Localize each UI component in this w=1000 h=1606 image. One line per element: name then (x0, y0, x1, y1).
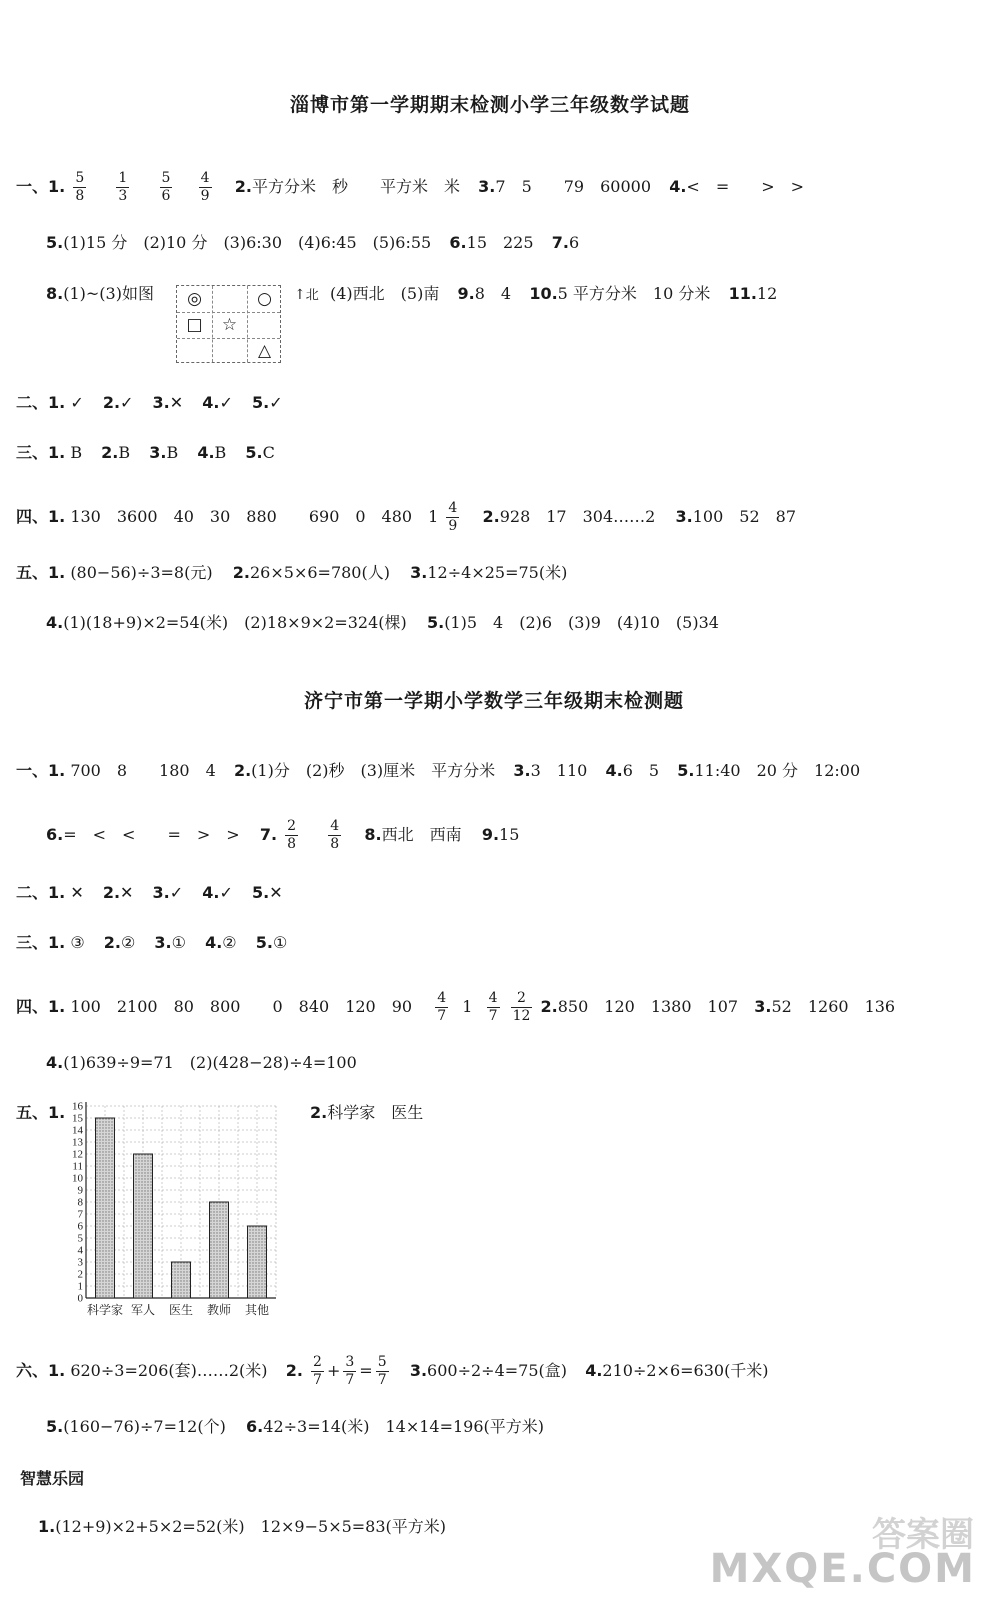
jining-s5-q2: 2.科学家 医生 (310, 1103, 424, 1122)
fraction: $\frac{4}{7}$ (437, 990, 447, 1024)
answer-text: 平方分米 秒 平方米 米 (251, 177, 460, 196)
section-number: 一、1. (16, 177, 66, 196)
square-icon: □ (186, 315, 203, 335)
y-tick-label: 0 (77, 1292, 83, 1305)
zibo-s5-line1: 五、1. (80−56)÷3=8(元) 2.26×5×6=780(人) 3.12÷4×25=75(米) (16, 563, 568, 582)
y-tick-label: 13 (72, 1136, 83, 1149)
zibo-s1-line3b: (4)西北 (5)南 9.8 4 10.5 平方分米 10 分米 11.12 (330, 284, 778, 303)
y-tick-label: 1 (77, 1280, 83, 1293)
category-label: 其他 (244, 1303, 270, 1317)
y-tick-label: 3 (77, 1256, 83, 1269)
y-tick-label: 14 (72, 1124, 83, 1137)
answer-text: < = > > (686, 177, 805, 196)
zibo-s5-line2: 4.(1)(18+9)×2=54(米) (2)18×9×2=324(棵) 5.(1)5 4 (2)6 (3)9 (4)10 (5)34 (46, 613, 719, 632)
zhihui-line1: 1.(12+9)×2+5×2=52(米) 12×9−5×5=83(平方米) (38, 1517, 447, 1536)
jining-s4-line2: 4.(1)639÷9=71 (2)(428−28)÷4=100 (46, 1053, 357, 1072)
position-grid (176, 285, 281, 363)
bar-chart (66, 1100, 286, 1325)
fraction: $\frac{4}{7}$ (488, 990, 498, 1024)
fraction: $\frac{5}{8}$ (75, 170, 85, 204)
fraction: $\frac{4}{9}$ (448, 500, 458, 534)
fraction: $\frac{3}{7}$ (345, 1354, 355, 1388)
bar (134, 1154, 153, 1298)
zibo-s4: 四、1. 130 3600 40 30 880 690 0 480 1 $\frac{4}{9}$ 2.928 17 304……2 3.100 52 87 (16, 500, 796, 534)
watermark-url: MXQE.COM (709, 1546, 976, 1592)
fraction: $\frac{2}{12}$ (512, 990, 531, 1024)
arrow-up-icon: ↑ (294, 287, 306, 303)
category-label: 科学家 (86, 1303, 124, 1317)
watermark-logo: 答案圈 (872, 1515, 974, 1555)
fraction: $\frac{5}{6}$ (161, 170, 171, 204)
jining-s1-line2: 6.= < < = > > 7. $\frac{2}{8}$ $\frac{4}{8}$ 8.西北 西南 9.15 (46, 818, 520, 852)
jining-s6-line1: 六、1. 620÷3=206(套)……2(米) 2. $\frac{2}{7}$ + $\frac{3}{7}$ = $\frac{5}{7}$ 3.600÷2÷4=75(盒) 4.210÷2×6=630(千米) (16, 1354, 769, 1388)
north-arrow: ↑北 (294, 287, 319, 303)
fraction: $\frac{4}{8}$ (330, 818, 340, 852)
zibo-title: 淄博市第一学期期末检测小学三年级数学试题 (290, 94, 691, 116)
double-circle-icon: ◎ (187, 289, 202, 309)
y-tick-label: 7 (77, 1208, 83, 1221)
jining-s3: 三、1. ③ 2.② 3.① 4.② 5.① (16, 933, 288, 952)
zhihui-title: 智慧乐园 (20, 1469, 85, 1488)
jining-title: 济宁市第一学期小学数学三年级期末检测题 (304, 690, 685, 712)
y-tick-label: 5 (77, 1232, 83, 1245)
zibo-s1-line2: 5.(1)15 分 (2)10 分 (3)6:30 (4)6:45 (5)6:55 6.15 225 7.6 (46, 233, 580, 252)
y-tick-label: 12 (72, 1148, 83, 1161)
circle-icon: ○ (257, 289, 272, 309)
bar (210, 1202, 229, 1298)
bar (248, 1226, 267, 1298)
y-tick-label: 8 (77, 1196, 83, 1209)
jining-s5-head: 五、1. (16, 1103, 66, 1122)
y-tick-label: 16 (72, 1100, 83, 1113)
bar (96, 1118, 115, 1298)
fraction: $\frac{4}{9}$ (200, 170, 210, 204)
zibo-s1-line3a: 8.(1)~(3)如图 (46, 284, 154, 303)
zibo-s2: 二、1. ✓ 2.✓ 3.✕ 4.✓ 5.✓ (16, 393, 283, 412)
fraction: $\frac{5}{7}$ (377, 1354, 387, 1388)
y-tick-label: 9 (77, 1184, 83, 1197)
fraction: $\frac{2}{8}$ (287, 818, 297, 852)
jining-s6-line2: 5.(160−76)÷7=12(个) 6.42÷3=14(米) 14×14=196(平方米) (46, 1417, 545, 1436)
category-label: 医生 (168, 1303, 194, 1317)
y-tick-label: 6 (77, 1220, 83, 1233)
jining-s2: 二、1. ✕ 2.✕ 3.✓ 4.✓ 5.✕ (16, 883, 283, 902)
y-tick-label: 11 (72, 1160, 83, 1173)
jining-s1-line1: 一、1. 700 8 180 4 2.(1)分 (2)秒 (3)厘米 平方分米 3.3 110 4.6 5 5.11:40 20 分 12:00 (16, 761, 861, 780)
jining-s4-line1: 四、1. 100 2100 80 800 0 840 120 90 $\frac{4}{7}$ 1 $\frac{4}{7}$ $\frac{2}{12}$ 2.850 120 1380 107 3.52 1260 136 (16, 990, 896, 1024)
fraction: $\frac{2}{7}$ (313, 1354, 322, 1388)
y-tick-label: 2 (77, 1268, 83, 1281)
category-label: 军人 (130, 1303, 156, 1317)
answer-text: 7 5 79 60000 (495, 177, 652, 196)
star-icon: ☆ (221, 315, 238, 335)
zibo-s3: 三、1. B 2.B 3.B 4.B 5.C (16, 443, 275, 462)
zibo-s1-line1: 一、1. $\frac{5}{8}$ $\frac{1}{3}$ $\frac{5}{6}$ $\frac{4}{9}$ 2.平方分米 秒 平方米 米 3.7 5 79 60000 4.< = > > (16, 170, 805, 204)
y-tick-label: 10 (72, 1172, 83, 1185)
fraction: $\frac{1}{3}$ (118, 170, 128, 204)
y-tick-label: 15 (72, 1112, 83, 1125)
category-label: 教师 (206, 1303, 232, 1317)
bar (172, 1262, 191, 1298)
y-tick-label: 4 (77, 1244, 83, 1257)
triangle-icon: △ (257, 341, 272, 361)
